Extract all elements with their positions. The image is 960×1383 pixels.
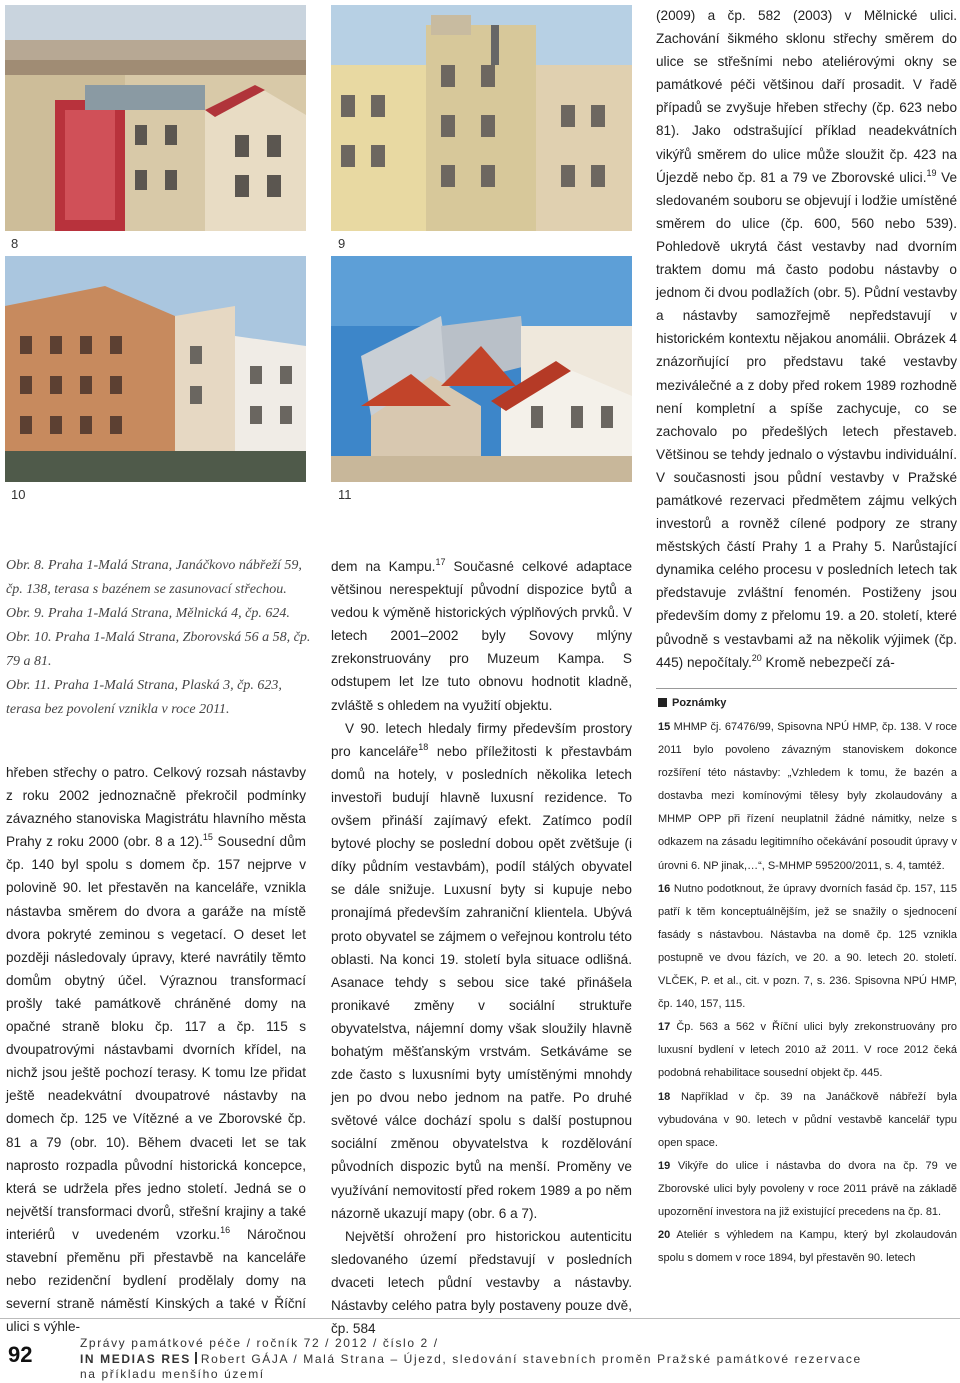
footnote-ref: 19 bbox=[926, 167, 937, 178]
footnote-number: 18 bbox=[658, 1090, 671, 1103]
text-run: Náročnou stavební přeměnu při přestavbě na kanceláře nebo rezidenční bydlení prodělaly domy na severní straně náměstí Kinských a také v Říční ulici s výhle- bbox=[6, 1226, 306, 1335]
body-column-2 bbox=[331, 555, 632, 1340]
section-name: IN MEDIAS RES bbox=[80, 1351, 191, 1366]
photo-fig-10 bbox=[5, 256, 306, 482]
running-footer bbox=[80, 1336, 862, 1383]
footnote-ref: 18 bbox=[418, 741, 429, 752]
text-run: Ve sledovaném souboru se objevují i lodžie umístěné směrem do ulice (čp. 600, 560 nebo 539). Pohledově ukrytá část vestavby nad dvorním traktem domu má často podobu nástavby o jednom či dvou podlažích (obr. 5). Půdní vestavby a nástavby samozřejmě nepředstavují v historickém kontextu nějakou anomálii. Obrázek 4 znázorňující pro představu také vestavby meziválečné a z doby před rokem 1989 rozhodně není kompletní a spíše zachycuje, co se zachovalo po předešlých letech přestaveb. Většinou se tehdy jednalo o výstavbu individuální. V současnosti jsou půdní vestavby v Pražské památkové rezervaci předmětem zájmu velkých investorů a rovněž cílené podpory ze strany městských částí Prahy 1 a Prahy 5. Narůstající dynamika celého procesu v posledních letech tak představuje zvláštní fenomén. Postiženy jsou především domy z přelomu 19. a 20. století, které původně s vestavbami až na několik výjimek (čp. 445) nepočítaly. bbox=[656, 169, 957, 670]
figure-number: 8 bbox=[11, 236, 19, 251]
footnote-ref: 16 bbox=[220, 1224, 231, 1235]
footnote-number: 20 bbox=[658, 1229, 671, 1242]
paragraph bbox=[6, 761, 306, 1338]
footnote-number: 16 bbox=[658, 882, 671, 895]
footnote bbox=[658, 1016, 957, 1085]
text-run: V 90. letech hledaly firmy především prostory pro kanceláře bbox=[331, 720, 632, 759]
caption-text: Praha 1-Malá Strana, Zborovská 56 a 58, čp. 79 a 81. bbox=[6, 630, 311, 669]
article-title: Robert GÁJA / Malá Strana – Újezd, sledování stavebních proměn Pražské památkové rezervace bbox=[200, 1351, 862, 1366]
text-run: hřeben střechy o patro. Celkový rozsah nástavby z roku 2002 jednoznačně překročil podmínky závazného stanoviska Magistrátu hlavního města Prahy z roku 2000 (obr. 8 a 12). bbox=[6, 765, 306, 850]
caption bbox=[6, 602, 311, 626]
footnote-text: Nutno podotknout, že úpravy dvorních fasád čp. 157, 115 patří k těm konceptuálnějším, jež se snažily o sjednocení fasády s nástavbou. Nástavba na domě čp. 125 vznikla postupně ve dvou fázích, ve 20. a 90. letech 20. století. VLČEK, P. et al., cit. v pozn. 7, s. 236. Spisovna NPÚ HMP, čp. 140, 157, 115. bbox=[658, 882, 957, 1011]
footnote-text: Čp. 563 a 562 v Říční ulici byly zrekonstruovány pro luxusní bydlení v letech 2010 až 2011. V roce 2012 čeká podobná rehabilitace sousední objekt čp. 445. bbox=[658, 1021, 957, 1080]
caption-label: Obr. 11. bbox=[6, 678, 51, 693]
separator bbox=[195, 1352, 197, 1364]
footnotes-list bbox=[658, 716, 957, 1270]
text-run: (2009) a čp. 582 (2003) v Mělnické ulici. Zachování šikmého sklonu střechy směrem do ulice se střešními nebo ateliérovými okny se památkové péči většinou daří prosadit. V řadě případů se zvyšuje hřeben střechy (čp. 623 nebo 81). Jako odstrašující příklad neadekvátních vikýřů směrem do ulice může sloužit čp. 423 na Újezdě nebo čp. 81 a 79 ve Zborovské ulici. bbox=[656, 8, 957, 185]
footnote-text: Například v čp. 39 na Janáčkově nábřeží byla vybudována v 90. letech v půdní vestavbě kancelář typu open space. bbox=[658, 1090, 957, 1149]
footnote-ref: 15 bbox=[202, 832, 213, 843]
footnote-text: Vikýře do ulice i nástavba do dvora na čp. 79 ve Zborovské ulici byly povoleny v roce 2011 právě na základě upozornění investora na již existující precedens na čp. 81. bbox=[658, 1159, 957, 1218]
photo-fig-8 bbox=[5, 5, 306, 231]
photo-fig-11 bbox=[331, 256, 632, 482]
text-run: Současné celkové adaptace většinou nerespektují původní dispozice bytů a vedou k výměně historických výplňových prvků. V letech 2001–2002 byly Sovovy mlýny zrekonstruovány pro Muzeum Kampa. S odstupem let lze tuto obnovu hodnotit kladně, zvláště s ohledem na využití objektu. bbox=[331, 559, 632, 713]
footnote bbox=[658, 716, 957, 878]
paragraph bbox=[656, 4, 957, 674]
caption-label: Obr. 10. bbox=[6, 630, 52, 645]
footnote-number: 15 bbox=[658, 721, 671, 733]
figure-number: 9 bbox=[338, 236, 346, 251]
text-run: Sousední dům čp. 140 byl spolu s domem čp. 157 nejprve v polovině 90. let přestavěn na kanceláře, vznikla nástavba směrem do dvora a garáže na místě dvora pokryté zeminou s vegetací. O deset let později následovaly úpravy, které navrátily těmto domům obytný účel. Výraznou transformací prošly také památkově chráněné domy na opačné straně bloku čp. 117 a čp. 115 s dvoupatrovými nástavbami dvorních křídel, na nichž jsou ještě pochozí terasy. K tomu lze přidat ještě neadekvátní dvoupatrové nástavby na domech čp. 125 ve Vítězné a ve Zborovské čp. 81 a 79 (obr. 10). Během dvaceti let se tak naprosto rozpadla původní historická koncepce, která se udržela přes jedno století. Jedná se o největší transformaci dvorů, střešní krajiny a také interiérů v uvedeném vzorku. bbox=[6, 834, 306, 1242]
footnote-text: MHMP čj. 67476/99, Spisovna NPÚ HMP, čp. 138. V roce 2011 bylo povoleno závazným stanoviskem dokonce rozšíření této nástavby: „Vzhledem k tomu, že bazén a dostavba mezi komínovými tělesy byly zkolaudovány a MHMP OPP při řízení neuplatnil žádné námitky, nelze s odkazem na zásadu legitimního očekávání posoudit úpravy v úrovni 6. NP jinak,…“, S-MHMP 595200/2011, s. 4, tamtéž. bbox=[658, 721, 957, 872]
notes-divider bbox=[656, 688, 957, 689]
paragraph: Největší ohrožení pro historickou autenticitu sledovaného území představují v posledních dvaceti letech půdní vestavby a nástavby. Nástavby celého patra byly postaveny pouze dvě, čp. 584 bbox=[331, 1228, 632, 1337]
page-number: 92 bbox=[8, 1342, 33, 1367]
caption-label: Obr. 9. bbox=[6, 606, 45, 621]
figure-captions bbox=[6, 554, 311, 722]
paragraph bbox=[331, 717, 632, 1225]
caption-text: Praha 1-Malá Strana, Mělnická 4, čp. 624. bbox=[48, 606, 290, 621]
square-bullet-icon bbox=[658, 698, 667, 707]
footer-divider bbox=[0, 1318, 960, 1319]
body-column-1 bbox=[6, 761, 306, 1338]
footnote bbox=[658, 1224, 957, 1270]
footnote-ref: 20 bbox=[751, 652, 762, 663]
footnote bbox=[658, 878, 957, 1017]
text-run: Kromě nebezpečí zá- bbox=[761, 654, 895, 670]
body-column-3 bbox=[656, 4, 957, 674]
text-run: nebo příležitosti k přestavbám domů na hotely, v posledních několika letech investoři budují hlavně luxusní rezidence. To ovšem přináší zajímavý efekt. Zatímco podíl bytové plochy se poslední dobou opět zvětšuje (i díky půdním vestavbám), podíl stálých obyvatel se dále snižuje. Luxusní byty si kupuje nebo pronajímá především zahraniční klientela. Ubývá proto obyvatel se zájmem o veřejnou kontrolu této oblasti. Na konci 19. století byla situace odlišná. Asanace tehdy s sebou sice také přinášela pronikavé změny v sociální struktuře obyvatelstva, nájemní domy však sloužily hlavně bohatým měšťanským vrstvám. Setkáváme se zde často s luxusními byty umístěnými mnohdy jen po dvou nebo jednom na patře. Po druhé světové válce dochází spolu s další postupnou sociální změnou obyvatelstva k rozdělování původních dispozic bytů na menší. Proměny ve využívání nemovitostí před rokem 1989 a po něm názorně ukazují mapy (obr. 6 a 7). bbox=[331, 743, 632, 1221]
caption-text: Praha 1-Malá Strana, Plaská 3, čp. 623, terasa bez povolení vznikla v roce 2011. bbox=[6, 678, 282, 717]
notes-heading bbox=[658, 697, 726, 709]
figure-number: 11 bbox=[338, 487, 352, 502]
footnote-ref: 17 bbox=[435, 557, 446, 567]
caption bbox=[6, 626, 311, 674]
notes-heading-text: Poznámky bbox=[672, 697, 727, 709]
footnote-number: 19 bbox=[658, 1159, 671, 1172]
caption bbox=[6, 554, 311, 602]
photo-fig-9 bbox=[331, 5, 632, 231]
paragraph bbox=[331, 555, 632, 717]
footnote-number: 17 bbox=[658, 1021, 671, 1034]
caption bbox=[6, 674, 311, 722]
footnote bbox=[658, 1086, 957, 1155]
article-line-cont: na příkladu menšího území bbox=[80, 1367, 265, 1381]
text-run: dem na Kampu. bbox=[331, 559, 436, 574]
footnote-text: Ateliér s výhledem na Kampu, který byl zkolaudován spolu s domem v roce 1894, byl přestavěn 90. letech bbox=[658, 1229, 957, 1265]
article-line bbox=[80, 1352, 862, 1368]
caption-text: Praha 1-Malá Strana, Janáčkovo nábřeží 59, čp. 138, terasa s bazénem se zasunovací střechou. bbox=[6, 558, 302, 597]
journal-line: Zprávy památkové péče / ročník 72 / 2012 / číslo 2 / bbox=[80, 1336, 439, 1350]
caption-label: Obr. 8. bbox=[6, 558, 45, 573]
figure-number: 10 bbox=[11, 487, 26, 502]
footnote bbox=[658, 1155, 957, 1224]
